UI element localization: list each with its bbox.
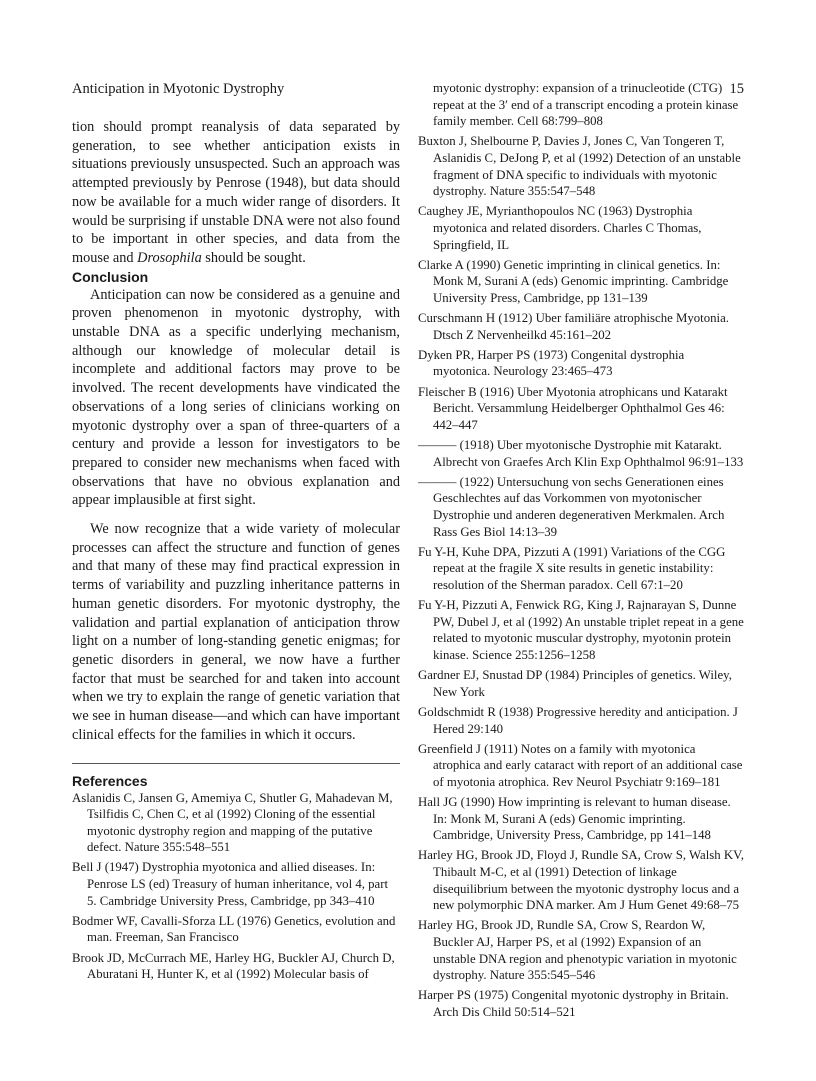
conclusion-heading: Conclusion [72, 268, 149, 285]
intro-text-end: should be sought. [201, 249, 306, 266]
reference-item: ——— (1922) Untersuchung von sechs Generationen eines Geschlechtes auf das Vorkommen von myotonischer Dystrophie und anderen degenerativen Merkmalen. Arch Rass Ges Biol 14:13–39 [418, 474, 725, 539]
reference-item: Bodmer WF, Cavalli-Sforza LL (1976) Genetics, evolution and man. Freeman, San Francisco [72, 913, 396, 945]
reference-item: Goldschmidt R (1938) Progressive heredity and anticipation. J Hered 29:140 [418, 704, 738, 736]
reference-item: Bell J (1947) Dystrophia myotonica and allied diseases. In: Penrose LS (ed) Treasury of human inheritance, vol 4, part 5. Cambridge University Press, Cambridge, pp 343–410 [72, 860, 389, 908]
intro-paragraph [72, 118, 400, 268]
intro-text-italic: Drosophila [137, 249, 202, 266]
reference-item: Harley HG, Brook JD, Floyd J, Rundle SA, Crow S, Walsh KV, Thibault M-C, et al (1991) Detection of linkage disequilibrium between the myotonic dystrophy locus and a new polymorphic DNA marker. Am J Hum Genet 49:68–75 [418, 848, 744, 913]
right-column [418, 80, 744, 1024]
reference-item: Greenfield J (1911) Notes on a family with myotonica atrophica and early cataract with report of an additional case of myotonia atrophica. Rev Neurol Psychiatr 9:169–181 [418, 741, 743, 789]
reference-item: Caughey JE, Myrianthopoulos NC (1963) Dystrophia myotonica and related disorders. Charles C Thomas, Springfield, IL [418, 204, 702, 252]
reference-item: Harley HG, Brook JD, Rundle SA, Crow S, Reardon W, Buckler AJ, Harper PS, et al (1992) Expansion of an unstable DNA region and phenotypic variation in myotonic dystrophy. Nature 355:545–546 [418, 918, 737, 983]
reference-item: Buxton J, Shelbourne P, Davies J, Jones C, Van Tongeren T, Aslanidis C, DeJong P, et al (1992) Detection of an unstable fragment of DNA specific to individuals with myotonic dystrophy. Nature 355:547–548 [418, 134, 741, 199]
reference-item: ——— (1918) Uber myotonische Dystrophie mit Katarakt. Albrecht von Graefes Arch Klin Exp Ophthalmol 96:91–133 [418, 438, 744, 469]
reference-item: Fu Y-H, Pizzuti A, Fenwick RG, King J, Rajnarayan S, Dunne PW, Dubel J, et al (1992) An unstable triplet repeat in a gene related to myotonic muscular dystrophy, myotonin protein kinase. Science 255:1256–1258 [418, 598, 744, 662]
reference-item: Fu Y-H, Kuhe DPA, Pizzuti A (1991) Variations of the CGG repeat at the fragile X site results in genetic instability: resolution of the Sherman paradox. Cell 67:1–20 [418, 544, 726, 592]
reference-continuation: myotonic dystrophy: expansion of a trinucleotide (CTG) repeat at the 3′ end of a transcript encoding a protein kinase family member. Cell 68:799–808 [433, 81, 739, 129]
references-list-left [72, 790, 400, 983]
reference-item: Gardner EJ, Snustad DP (1984) Principles of genetics. Wiley, New York [418, 668, 732, 699]
reference-item: Fleischer B (1916) Uber Myotonia atrophicans und Katarakt Bericht. Versammlung Heidelberger Ophthalmol Ges 46: 442–447 [418, 384, 728, 432]
references-divider [72, 763, 400, 770]
page-number: 15 [729, 81, 744, 97]
reference-item: Harper PS (1975) Congenital myotonic dystrophy in Britain. Arch Dis Child 50:514–521 [418, 988, 729, 1019]
reference-item: Dyken PR, Harper PS (1973) Congenital dystrophia myotonica. Neurology 23:465–473 [418, 347, 685, 379]
conclusion-paragraph-1: Anticipation can now be considered as a genuine and proven phenomenon in myotonic dystrophy, with unstable DNA as a specific underlying mechanism, although our knowledge of molecular detail is incomplete and additional factors may prove to be involved. The recent developments have vindicated the observations of a long series of clinicians working on myotonic dystrophy over a span of three-quarters of a century and provide a lesson for investigators to be prepared to consider new mechanisms when faced with observations that have no obvious explanation and appear implausible at first sight. [72, 286, 400, 509]
reference-item: Curschmann H (1912) Uber familiäre atrophische Myotonia. Dtsch Z Nervenheilkd 45:161–202 [418, 311, 729, 342]
references-heading: References [72, 772, 148, 789]
reference-item: Brook JD, McCurrach ME, Harley HG, Buckler AJ, Church D, Aburatani H, Hunter K, et al (1992) Molecular basis of [72, 950, 395, 982]
left-column [72, 118, 400, 986]
running-title: Anticipation in Myotonic Dystrophy [72, 81, 285, 97]
references-list-right [418, 80, 744, 1021]
reference-item: Clarke A (1990) Genetic imprinting in clinical genetics. In: Monk M, Surani A (eds) Genomic imprinting. Cambridge University Press, Cambridge, pp 131–139 [418, 257, 729, 305]
intro-text-start: tion should prompt reanalysis of data separated by generation, to see whether anticipation exists in situations previously unsuspected. Such an approach was attempted previously by Penrose (1948), but data should now be available for a much wider range of disorders. It would be surprising if unstable DNA were not also found to be important in other species, and data from the mouse and [72, 119, 400, 266]
reference-item: Hall JG (1990) How imprinting is relevant to human disease. In: Monk M, Surani A (eds) Genomic imprinting. Cambridge, University Press, Cambridge, pp 141–148 [418, 795, 731, 843]
conclusion-paragraph-2: We now recognize that a wide variety of molecular processes can affect the structure and function of genes and that many of these may find practical expression in terms of variability and puzzling inheritance patterns in human genetic disorders. For myotonic dystrophy, the validation and partial explanation of anticipation throw light on a number of long-standing genetic enigmas; for genetic disorders in general, we now have a further factor that must be searched for and taken into account when we try to explain the range of genetic variation that we see in human disease—and which can have important clinical effects for the families in which it occurs. [72, 521, 400, 743]
reference-item: Aslanidis C, Jansen G, Amemiya C, Shutler G, Mahadevan M, Tsilfidis C, Chen C, et al (1992) Cloning of the essential myotonic dystrophy region and mapping of the putative defect. Nature 355:548–551 [72, 790, 393, 855]
